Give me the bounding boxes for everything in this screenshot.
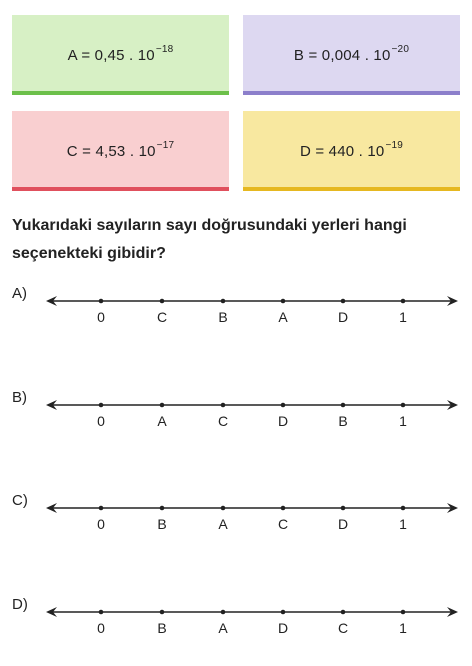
box-d-bar bbox=[243, 187, 460, 191]
number-line-dot bbox=[281, 299, 286, 304]
tick-label: 1 bbox=[399, 620, 407, 636]
question-text: Yukarıdaki sayıların sayı doğrusundaki yerleri hangi seçenekteki gibidir? bbox=[12, 217, 407, 262]
box-c-exponent: −17 bbox=[156, 139, 175, 151]
number-line-dot bbox=[160, 403, 165, 408]
tick-label: 1 bbox=[399, 413, 407, 429]
tick-label: 0 bbox=[97, 413, 105, 429]
number-line-dot bbox=[99, 610, 104, 615]
number-line-dot bbox=[281, 403, 286, 408]
tick-label: A bbox=[278, 309, 288, 325]
tick-label: B bbox=[157, 620, 167, 636]
tick-label: 0 bbox=[97, 516, 105, 532]
box-c-text: C = 4,53 . 10 bbox=[66, 142, 156, 160]
tick-label: C bbox=[217, 413, 229, 429]
tick-label: B bbox=[218, 309, 228, 325]
tick-label: B bbox=[338, 413, 348, 429]
tick-label: 0 bbox=[97, 620, 105, 636]
number-line-a bbox=[0, 295, 472, 307]
number-line-dot bbox=[401, 506, 406, 511]
option-b[interactable] bbox=[0, 389, 472, 459]
tick-label: 1 bbox=[399, 309, 407, 325]
number-line-dot bbox=[221, 610, 226, 615]
box-c bbox=[12, 111, 229, 191]
tick-label: D bbox=[277, 620, 289, 636]
tick-label: C bbox=[337, 620, 349, 636]
tick-label: 1 bbox=[399, 516, 407, 532]
number-line-dot bbox=[99, 506, 104, 511]
number-line-dot bbox=[341, 610, 346, 615]
number-line-dot bbox=[221, 403, 226, 408]
box-d-exponent: −19 bbox=[385, 139, 404, 151]
number-line-dot bbox=[99, 299, 104, 304]
number-line-dot bbox=[99, 403, 104, 408]
number-line-dot bbox=[281, 506, 286, 511]
box-a-bar bbox=[12, 91, 229, 95]
box-d-text: D = 440 . 10 bbox=[299, 142, 385, 160]
number-line-c bbox=[0, 502, 472, 514]
number-line-dot bbox=[341, 403, 346, 408]
option-c[interactable] bbox=[0, 492, 472, 562]
tick-label: A bbox=[218, 516, 228, 532]
number-line-dot bbox=[221, 506, 226, 511]
option-d[interactable] bbox=[0, 596, 472, 666]
box-c-bar bbox=[12, 187, 229, 191]
tick-label: 0 bbox=[97, 309, 105, 325]
tick-label: C bbox=[277, 516, 289, 532]
number-line-dot bbox=[341, 299, 346, 304]
number-line-d bbox=[0, 606, 472, 618]
number-line-dot bbox=[401, 610, 406, 615]
option-c-label: C) bbox=[12, 492, 28, 509]
tick-label: D bbox=[277, 413, 289, 429]
number-line-b bbox=[0, 399, 472, 411]
number-line-dot bbox=[221, 299, 226, 304]
option-a-label: A) bbox=[12, 285, 27, 302]
option-d-label: D) bbox=[12, 596, 28, 613]
box-d bbox=[243, 111, 460, 191]
tick-label: B bbox=[157, 516, 167, 532]
box-b-text: B = 0,004 . 10 bbox=[293, 46, 391, 64]
tick-label: A bbox=[218, 620, 228, 636]
number-line-dot bbox=[160, 610, 165, 615]
number-line-dot bbox=[341, 506, 346, 511]
box-a-exponent: −18 bbox=[155, 43, 174, 55]
tick-label: C bbox=[156, 309, 168, 325]
tick-label: D bbox=[337, 516, 349, 532]
number-line-dot bbox=[281, 610, 286, 615]
box-b bbox=[243, 15, 460, 95]
number-line-dot bbox=[160, 506, 165, 511]
tick-label: D bbox=[337, 309, 349, 325]
box-b-bar bbox=[243, 91, 460, 95]
number-line-dot bbox=[160, 299, 165, 304]
tick-label: A bbox=[157, 413, 167, 429]
option-b-label: B) bbox=[12, 389, 27, 406]
box-a-text: A = 0,45 . 10 bbox=[67, 46, 155, 64]
option-a[interactable] bbox=[0, 285, 472, 355]
box-a bbox=[12, 15, 229, 95]
number-line-dot bbox=[401, 299, 406, 304]
box-b-exponent: −20 bbox=[391, 43, 410, 55]
number-line-dot bbox=[401, 403, 406, 408]
